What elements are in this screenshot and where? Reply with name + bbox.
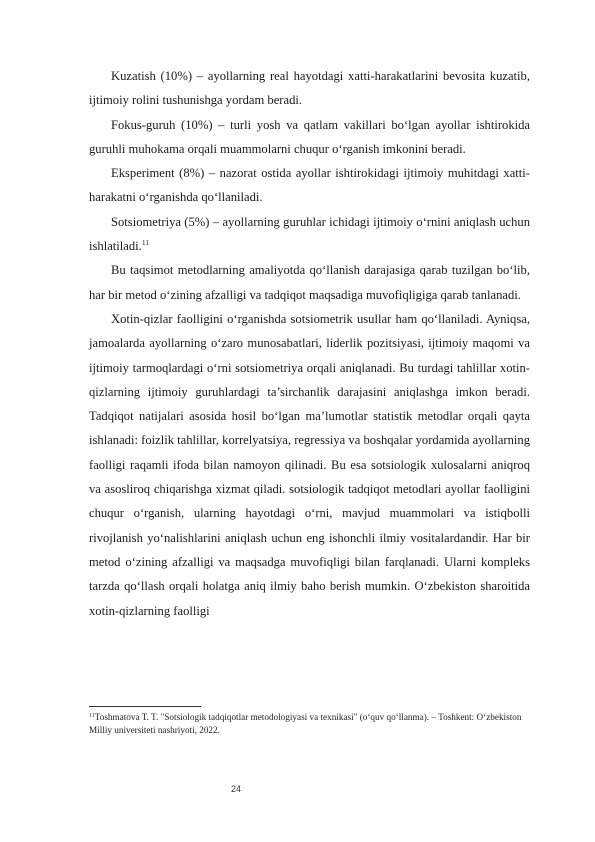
footnote-reference[interactable]: 11: [141, 238, 150, 248]
page-number: 24: [230, 784, 241, 794]
paragraph-sotsiometriya: [89, 210, 530, 259]
paragraph-xotin-qizlar: Xotin-qizlar faolligini o‘rganishda sotsiometrik usullar ham qo‘llaniladi. Ayniqsa, jamoalarda ayollarning o‘zaro munosabatlari, liderlik pozitsiyasi, ijtimoiy maqomi va ijtimoiy tarmoqlardagi o‘rni sotsiometriya orqali aniqlanadi. Bu turdagi tahlillar xotin-qizlarning ijtimoiy guruhlardagi ta’sirchanlik darajasini aniqlashga imkon beradi. Tadqiqot natijalari asosida hosil bo‘lgan ma’lumotlar statistik metodlar orqali qayta ishlanadi: foizlik tahlillar, korrelyatsiya, regressiya va boshqalar yordamida ayollarning faolligi raqamli ifoda bilan namoyon qilinadi. Bu esa sotsiologik xulosalarni aniqroq va asosliroq chiqarishga xizmat qiladi. sotsiologik tadqiqot metodlari ayollar faolligini chuqur o‘rganish, ularning hayotdagi o‘rni, mavjud muammolari va istiqbolli rivojlanish yo‘nalishlarini aniqlash uchun eng ishonchli ilmiy vositalardandir. Har bir metod o‘zining afzalligi va maqsadga muvofiqligi bilan farqlanadi. Ularni kompleks tarzda qo‘llash orqali holatga aniq ilmiy baho berish mumkin. O‘zbekiston sharoitida xotin-qizlarning faolligi: [89, 311, 530, 618]
footnote-separator: [89, 706, 201, 707]
paragraph-kuzatish: Kuzatish (10%) – ayollarning real hayotdagi xatti-harakatlarini bevosita kuzatib, ijtimoiy rolini tushunishga yordam beradi.: [89, 69, 530, 108]
paragraph-sotsiometriya-text: Sotsiometriya (5%) – ayollarning guruhlar ichidagi ijtimoiy o‘rnini aniqlash uchun ishlatiladi.: [89, 214, 530, 254]
paragraph-fokus-guruh: Fokus-guruh (10%) – turli yosh va qatlam vakillari bo‘lgan ayollar ishtirokida guruhli muhokama orqali muammolarni chuqur o‘rganish imkonini beradi.: [89, 117, 530, 156]
footnote-text: Toshmatova T. T. "Sotsiologik tadqiqotlar metodologiyasi va texnikasi" (o‘quv qo‘llanma). – Toshkent: O‘zbekiston Milliy universiteti nashriyoti, 2022.: [89, 712, 522, 735]
footnote-number: 11: [89, 713, 95, 719]
footnote: [89, 711, 530, 737]
paragraph-eksperiment: Eksperiment (8%) – nazorat ostida ayollar ishtirokidagi ijtimoiy muhitdagi xatti-harakatni o‘rganishda qo‘llaniladi.: [89, 166, 530, 205]
body-text: [89, 64, 530, 623]
paragraph-taqsimot: Bu taqsimot metodlarning amaliyotda qo‘llanish darajasiga qarab tuzilgan bo‘lib, har bir metod o‘zining afzalligi va tadqiqot maqsadiga muvofiqligiga qarab tanlanadi.: [89, 263, 530, 302]
